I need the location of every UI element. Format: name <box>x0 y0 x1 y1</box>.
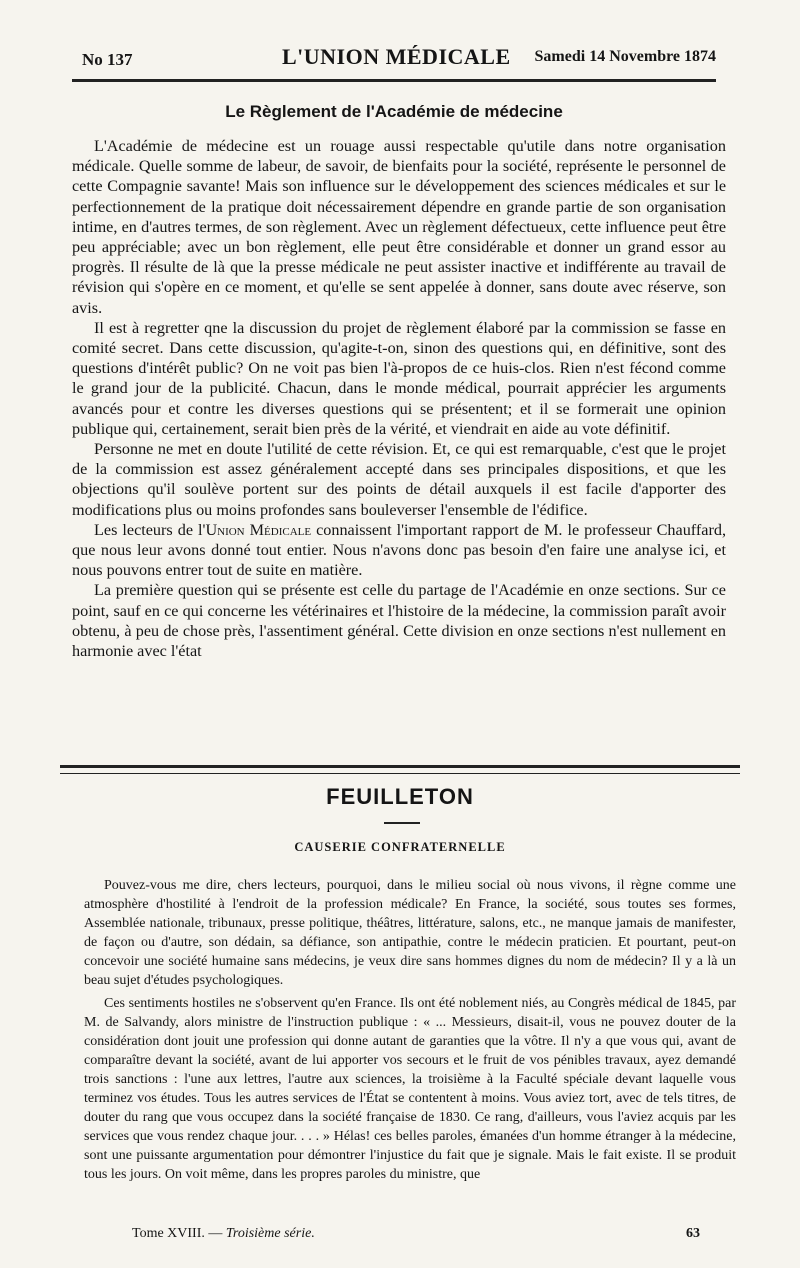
article-title: Le Règlement de l'Académie de médecine <box>225 102 563 121</box>
article-paragraph-2: Il est à regretter qne la discussion du projet de règlement élaboré par la commission se fasse en comité secret. Dans cette discussion, qu'agite-t-on, sinon des questions qui, en définitive, sont des questions d'intérêt public? On ne voit pas bien l'à-propos de ce huis-clos. Rien n'est fécond comme le grand jour de la publicité. Chacun, dans le monde médical, pourrait apprécier les arguments avancés pour et contre les diverses questions qui se présentent; et il se formerait une opinion publique qui, certainement, serait bien près de la vérité, et viendrait en aide au vote définitif. <box>72 318 726 438</box>
article-paragraph-5: La première question qui se présente est celle du partage de l'Académie en onze sections. Sur ce point, sauf en ce qui concerne les vétérinaires et l'histoire de la médecine, la commission paraît avoir obtenu, à peu de chose près, l'assentiment général. Cette division en onze sections n'est nullement en harmonie avec l'état <box>72 581 726 661</box>
heading-rule <box>384 822 420 824</box>
feuilleton-paragraph-1: Pouvez-vous me dire, chers lecteurs, pourquoi, dans le milieu social où nous vivons, il règne comme une atmosphère d'hostilité à l'endroit de la profession médicale? En France, la société, sous toutes ses formes, Assemblée nationale, tribunaux, presse politique, théâtres, littérature, salons, etc., ne manque jamais de manifester, de façon ou d'autre, son dédain, sa défiance, son antipathie, contre le médecin praticien. Et pourtant, peut-on concevoir une société humaine sans médecins, je veux dire sans hommes dignes du nom de médecin? Il y a là un beau sujet d'études psychologiques. <box>84 878 736 989</box>
article-paragraph-1: L'Académie de médecine est un rouage aussi respectable qu'utile dans notre organisation médicale. Quelle somme de labeur, de savoir, de bienfaits pour la société, représente le personnel de cette Compagnie savante! Mais son influence sur le développement des sciences médicales et sur le perfectionnement de la pratique doit nécessairement dépendre en grande partie de son organisation intime, en d'autres termes, de son règlement. Avec un règlement défectueux, cette influence peut être peu appréciable; avec un bon règlement, elle peut être considérable et donner un grand essor au progrès. Il résulte de là que la presse médicale ne peut assister inactive et indifférente au travail de révision qui s'opère en ce moment, et qu'elle se sent appelée à donner, sans doute avec réserve, son avis. <box>72 137 726 317</box>
series-label: Troisième série. <box>225 1226 315 1241</box>
journal-title: L'UNION MÉDICALE <box>282 44 511 69</box>
feuilleton-subheading: CAUSERIE CONFRATERNELLE <box>294 840 506 854</box>
issue-number: No 137 <box>82 50 133 69</box>
article-paragraph-4 <box>72 520 726 581</box>
volume-info <box>132 1226 315 1242</box>
article-paragraph-3: Personne ne met en doute l'utilité de cette révision. Et, ce qui est remarquable, c'est que le projet de la commission est assez généralement accepté dans ses principales dispositions, et que les objections qu'il soulève portent sur des points de détail auxquels il est facile d'apporter des modifications plus ou moins profondes sans bouleverser l'ensemble de l'édifice. <box>72 440 726 519</box>
feuilleton-body <box>84 876 736 1188</box>
section-divider <box>60 765 740 774</box>
tome-label: Tome XVIII. — <box>132 1226 223 1241</box>
p4-end: connaissent l'important rapport de M. le professeur Chauffard, que nous leur avons donné tout entier. Nous n'avons donc pas besoin d'en faire une analyse ici, et nous pouvons entrer tout de suite en matière. <box>72 520 726 580</box>
journal-name: Union Médicale <box>205 520 312 539</box>
feuilleton-paragraph-2: Ces sentiments hostiles ne s'observent qu'en France. Ils ont été noblement niés, au Congrès médical de 1845, par M. de Salvandy, alors ministre de l'instruction publique : « ... Messieurs, disait-il, vous ne pouvez douter de la considération dont jouit une profession qui donne autant de garanties que la vôtre. Il n'y a que vous qui, avant de comparaître devant la société, avant de lui apporter vos secours et le fruit de vos pénibles travaux, ayez demandé trois sanctions : l'une aux lettres, l'autre aux sciences, la troisième à la Faculté spéciale devant laquelle vous terminez vos études. Tous les autres services de l'État se contentent à moins. Vous aviez tort, avec de tels titres, de douter du rang que vous occupez dans la société française de 1830. Ce rang, d'ailleurs, vous l'aviez acquis par les services que vous rendez chaque jour. . . . » Hélas! ces belles paroles, émanées d'un homme étranger à la médecine, sont une puissante argumentation pour démontrer l'injustice du fait que je signale. Mais le fait existe. Il se produit tous les jours. On voit même, dans les propres paroles du ministre, que <box>84 995 736 1183</box>
page-number: 63 <box>686 1226 700 1241</box>
header-rule <box>72 79 716 82</box>
article-body <box>72 136 726 661</box>
p4-start: Les lecteurs de l' <box>94 520 206 539</box>
page-header <box>72 44 716 84</box>
issue-date: Samedi 14 Novembre 1874 <box>534 48 716 65</box>
feuilleton-heading: FEUILLETON <box>326 784 474 809</box>
page-footer <box>84 1226 700 1246</box>
